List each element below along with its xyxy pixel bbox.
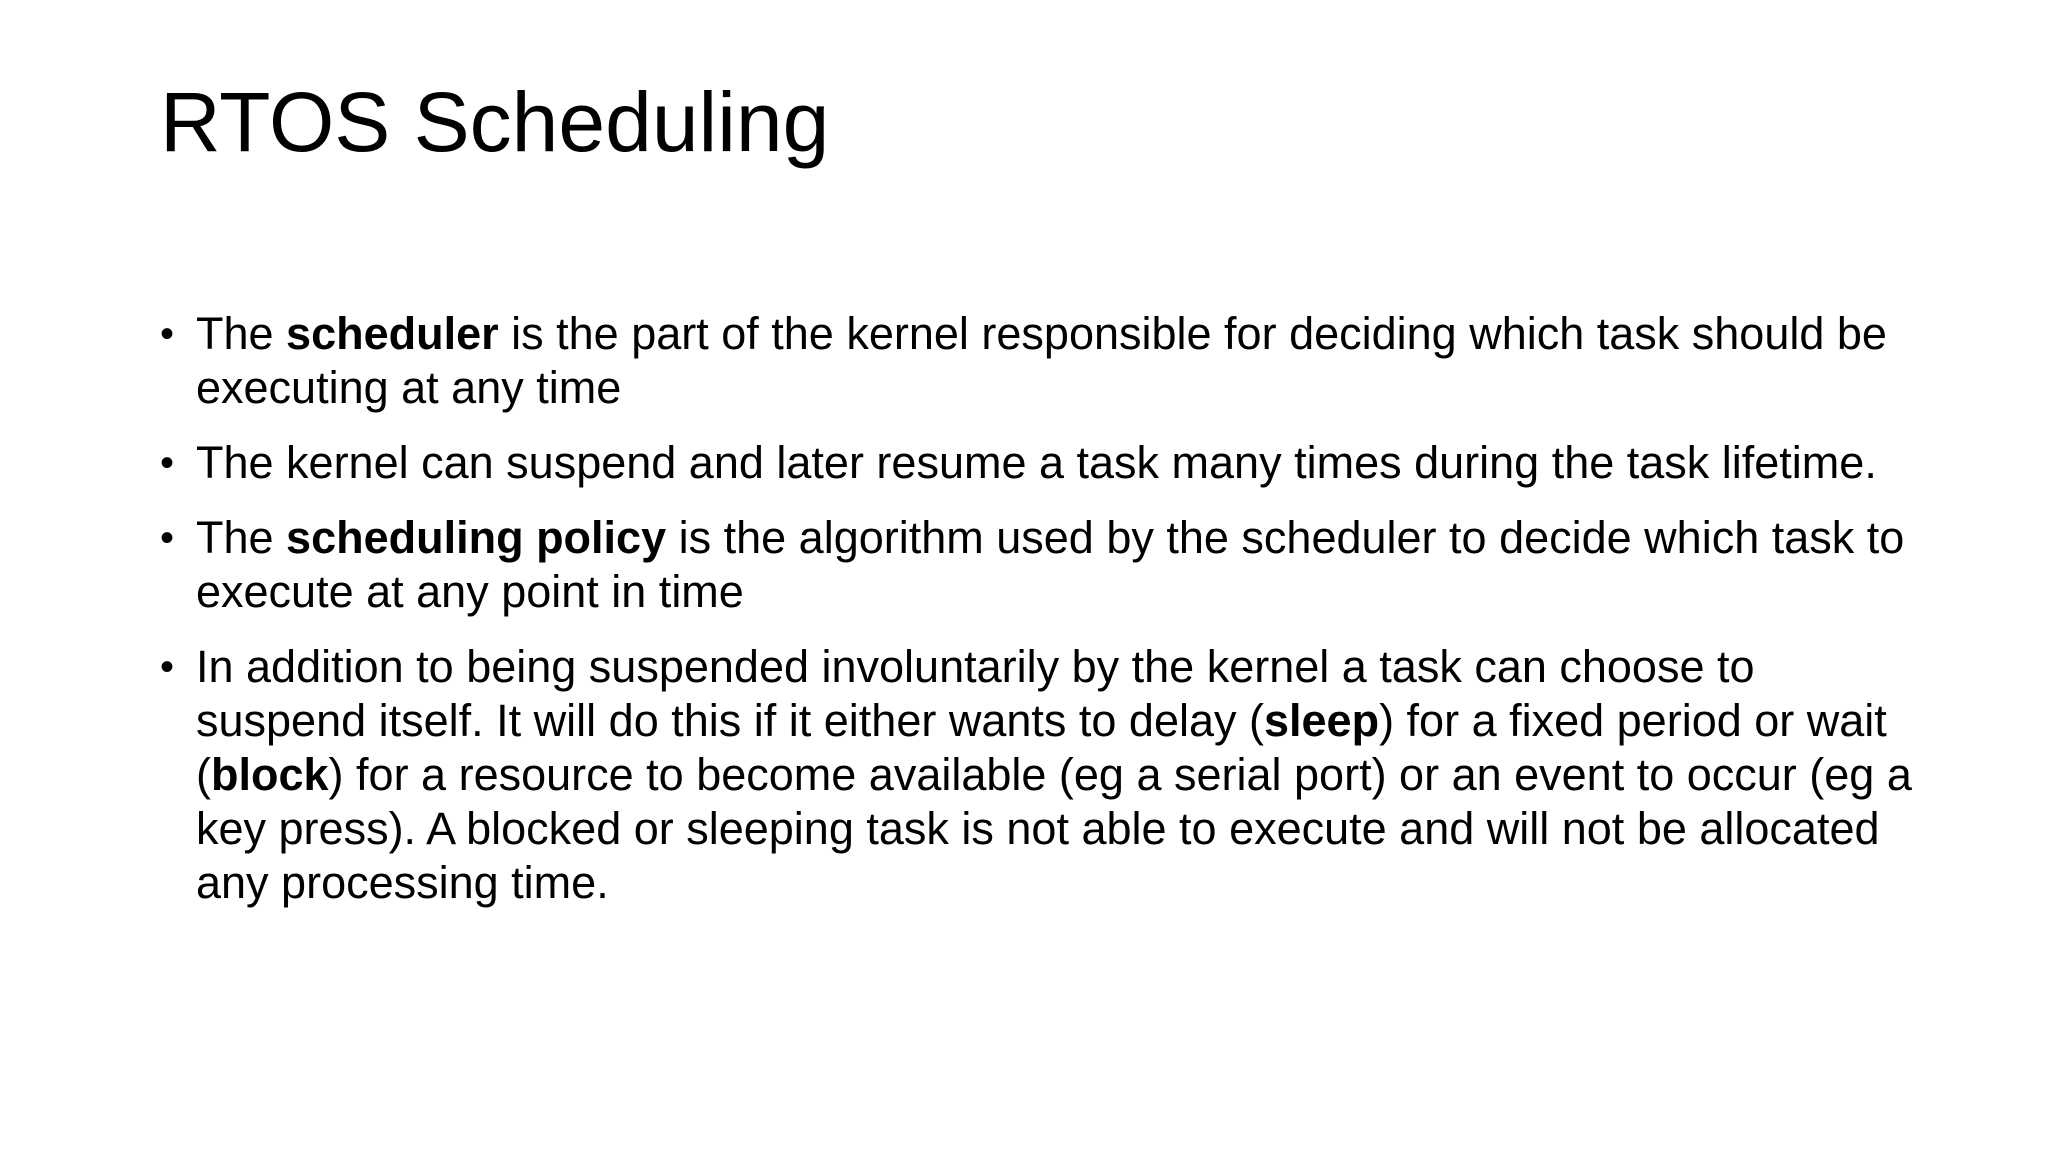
bullet-text bbox=[196, 512, 1904, 617]
bullet-item bbox=[160, 436, 1920, 490]
bullet-text-run: ) for a resource to become available (eg a serial port) or an event to occur (eg a key press). A blocked or sleeping task is not able to execute and will not be allocated any processing time. bbox=[196, 749, 1912, 908]
bullet-text-run: The bbox=[196, 512, 287, 563]
bullet-text bbox=[196, 308, 1887, 413]
bullet-text-bold-run: block bbox=[211, 749, 329, 800]
bullet-dot-icon: • bbox=[160, 441, 175, 485]
bullet-text bbox=[196, 437, 1877, 488]
bullet-item bbox=[160, 511, 1920, 619]
bullet-dot-icon: • bbox=[160, 312, 175, 356]
bullet-text-bold-run: sleep bbox=[1263, 695, 1380, 746]
bullet-text-run: In addition to being suspended involuntarily by the kernel a task can choose to suspend itself. It will do this if it either wants to delay ( bbox=[196, 641, 1755, 746]
slide-title: RTOS Scheduling bbox=[160, 75, 830, 169]
bullet-item bbox=[160, 307, 1920, 415]
bullet-dot-icon: • bbox=[160, 645, 175, 689]
bullet-text-run: The kernel can suspend and later resume a task many times during the task lifetime. bbox=[196, 437, 1877, 488]
bullet-text bbox=[196, 641, 1912, 908]
bullet-text-run: is the algorithm used by the scheduler to decide which task to execute at any point in time bbox=[196, 512, 1905, 617]
bullet-text-run: The bbox=[196, 308, 287, 359]
bullet-text-run: is the part of the kernel responsible for deciding which task should be executing at any time bbox=[196, 308, 1887, 413]
bullet-list bbox=[160, 307, 1920, 931]
bullet-text-bold-run: scheduling policy bbox=[286, 512, 667, 563]
bullet-text-run: ) for a fixed period or wait ( bbox=[196, 695, 1887, 800]
bullet-text-bold-run: scheduler bbox=[286, 308, 499, 359]
bullet-item bbox=[160, 640, 1920, 910]
bullet-dot-icon: • bbox=[160, 516, 175, 560]
